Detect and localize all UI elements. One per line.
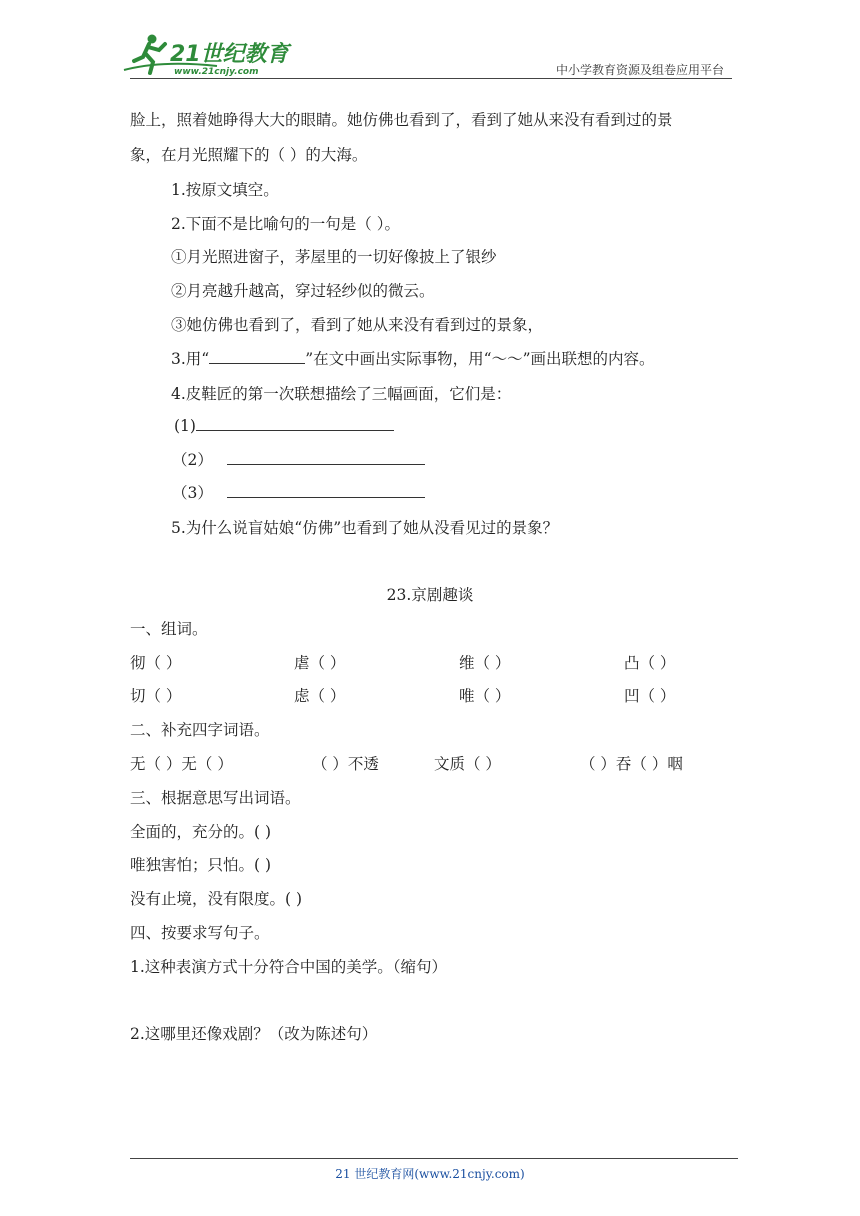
section-1-heading: 一、组词。	[130, 620, 208, 638]
word-item: 切（ ）	[130, 687, 182, 705]
answer-line-2	[172, 450, 425, 470]
answer-line-3-label: （3）	[172, 484, 213, 502]
section-2-heading: 二、补充四字词语。	[130, 721, 270, 739]
answer-blank-1[interactable]	[196, 416, 394, 431]
word-item: 唯（ ）	[459, 687, 511, 705]
word-item: 虐（ ）	[294, 654, 346, 672]
word-item: 凸（ ）	[624, 654, 676, 672]
idiom-item: 文质（ ）	[434, 755, 501, 773]
question-3-prefix: 3.用“	[171, 350, 210, 368]
question-2-option-2: ②月亮越升越高，穿过轻纱似的微云。	[171, 282, 435, 300]
question-2-option-3: ③她仿佛也看到了，看到了她从来没有看到过的景象，	[171, 316, 544, 334]
answer-blank-3[interactable]	[227, 483, 425, 498]
header-platform-text: 中小学教育资源及组卷应用平台	[555, 63, 724, 77]
question-3-suffix: ”在文中画出实际事物，用“～～”画出联想的内容。	[305, 350, 655, 368]
logo-wordmark: 21世纪教育	[170, 42, 289, 67]
answer-line-3	[172, 483, 425, 503]
underline-sample	[209, 349, 305, 364]
header-divider	[130, 78, 732, 79]
word-item: 彻（ ）	[130, 654, 182, 672]
section-4-heading: 四、按要求写句子。	[130, 924, 270, 942]
question-2: 2.下面不是比喻句的一句是（ ）。	[171, 215, 400, 233]
meaning-item-3: 没有止境，没有限度。( )	[130, 890, 303, 908]
question-4: 4.皮鞋匠的第一次联想描绘了三幅画面，它们是：	[171, 385, 512, 403]
question-3	[171, 349, 655, 369]
passage-line-1: 脸上，照着她睁得大大的眼睛。她仿佛也看到了，看到了她从来没有看到过的景	[130, 111, 673, 129]
idiom-item: 无（ ）无（ ）	[130, 755, 233, 773]
answer-line-1	[174, 416, 394, 436]
question-1: 1.按原文填空。	[171, 181, 279, 199]
answer-line-2-label: （2）	[172, 451, 213, 469]
idiom-item: （ ）吞（ ）咽	[580, 755, 683, 773]
sentence-task-1: 1.这种表演方式十分符合中国的美学。（缩句）	[130, 958, 448, 976]
meaning-item-2: 唯独害怕；只怕。( )	[130, 856, 272, 874]
word-row-1	[0, 653, 860, 673]
passage-line-2: 象，在月光照耀下的（ ）的大海。	[130, 146, 368, 164]
section-3-heading: 三、根据意思写出词语。	[130, 789, 301, 807]
word-item: 虑（ ）	[294, 687, 346, 705]
idiom-item: （ ）不透	[312, 755, 379, 773]
question-2-option-1: ①月光照进窗子，茅屋里的一切好像披上了银纱	[171, 248, 497, 266]
lesson-title: 23.京剧趣谈	[386, 586, 474, 604]
word-row-2	[0, 686, 860, 706]
answer-blank-2[interactable]	[227, 450, 425, 465]
sentence-task-2: 2.这哪里还像戏剧？（改为陈述句）	[130, 1025, 378, 1043]
site-logo	[122, 30, 292, 80]
logo-url: www.21cnjy.com	[174, 67, 259, 77]
answer-line-1-label: (1)	[174, 417, 196, 435]
footer-site-link[interactable]: 21 世纪教育网(www.21cnjy.com)	[335, 1167, 525, 1181]
footer-divider	[130, 1158, 738, 1159]
word-item: 维（ ）	[459, 654, 511, 672]
word-item: 凹（ ）	[624, 687, 676, 705]
question-5: 5.为什么说盲姑娘“仿佛”也看到了她从没看见过的景象？	[171, 519, 559, 537]
idiom-row	[0, 754, 860, 774]
meaning-item-1: 全面的，充分的。( )	[130, 823, 272, 841]
